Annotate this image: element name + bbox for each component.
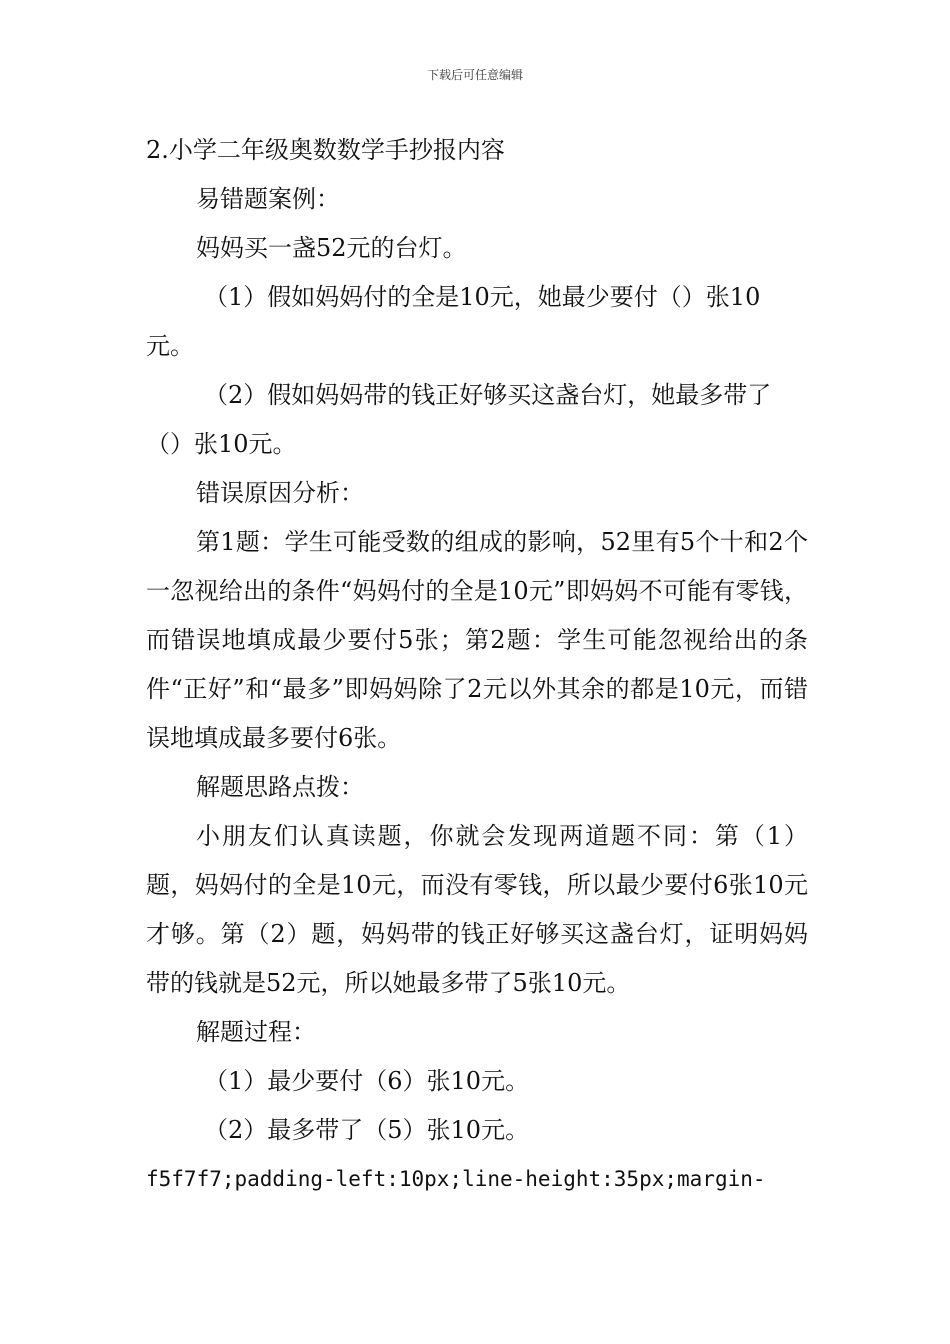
section-heading-analysis: 错误原因分析： [196, 479, 364, 507]
page-title: 2.小学二年级奥数数学手抄报内容 [146, 136, 505, 164]
question-1-line-2: 元。 [146, 332, 194, 360]
question-1-line-1: （1）假如妈妈付的全是10元，她最少要付（）张10 [204, 283, 761, 311]
header-note: 下载后可任意编辑 [426, 68, 523, 82]
hint-paragraph: 小朋友们认真读题，你就会发现两道题不同：第（1）题，妈妈付的全是10元，而没有零钱，所以最少要付6张10元才够。第（2）题，妈妈带的钱正好够买这盏台灯，证明妈妈带的钱就是52元，所以她最多带了5张10元。 [146, 822, 808, 997]
document-body [146, 126, 808, 1204]
analysis-paragraph: 第1题：学生可能受数的组成的影响，52里有5个十和2个一忽视给出的条件“妈妈付的全是10元”即妈妈不可能有零钱，而错误地填成最少要付5张；第2题：学生可能忽视给出的条件“正好”和“最多”即妈妈除了2元以外其余的都是10元，而错误地填成最多要付6张。 [146, 528, 808, 752]
answer-1: （1）最少要付（6）张10元。 [204, 1067, 530, 1095]
section-heading-hint: 解题思路点拨： [196, 773, 364, 801]
problem-intro: 妈妈买一盏52元的台灯。 [196, 234, 467, 262]
answer-2: （2）最多带了（5）张10元。 [204, 1116, 530, 1144]
section-heading-process: 解题过程： [196, 1018, 316, 1046]
trailing-code-text: f5f7f7;padding-left:10px;line-height:35px;margin- [146, 1167, 766, 1191]
question-2-line-2: （）张10元。 [146, 430, 297, 458]
section-heading-case: 易错题案例： [196, 185, 340, 213]
question-2-line-1: （2）假如妈妈带的钱正好够买这盏台灯，她最多带了 [204, 381, 772, 409]
